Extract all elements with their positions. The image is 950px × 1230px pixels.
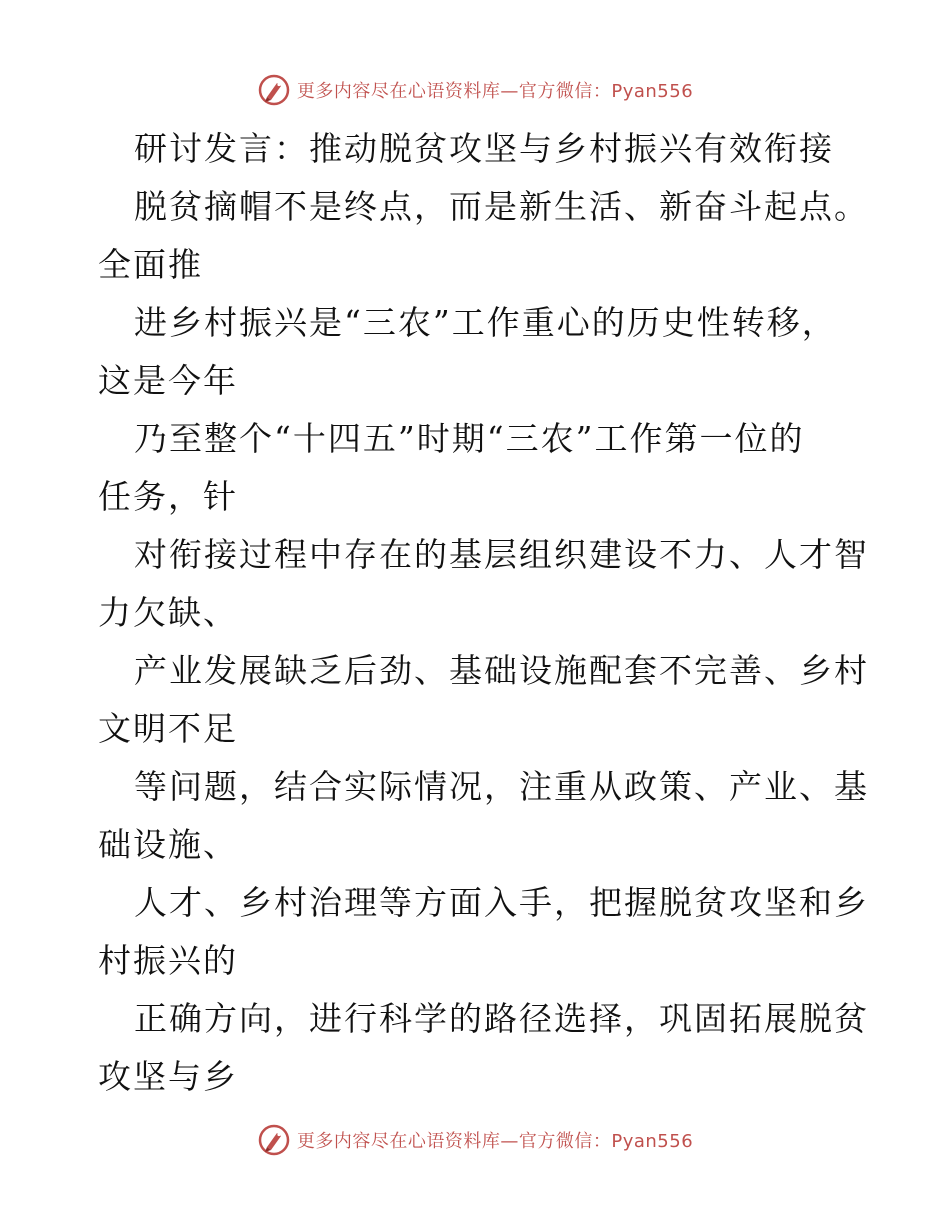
text-line: 进乡村振兴是“三农”工作重心的历史性转移， — [134, 303, 837, 342]
banner-text: 更多内容尽在心语资料库—官方微信：Pyan556 — [296, 81, 694, 102]
text-line: 等问题，结合实际情况，注重从政策、产业、基 — [134, 767, 869, 806]
text-line: 力欠缺、 — [98, 593, 238, 632]
text-line: 村振兴的 — [98, 941, 238, 980]
text-line: 研讨发言：推动脱贫攻坚与乡村振兴有效衔接 — [134, 129, 834, 168]
text-line: 文明不足 — [98, 709, 238, 748]
pen-logo-icon — [257, 73, 291, 107]
header-banner — [0, 70, 950, 110]
text-line: 正确方向，进行科学的路径选择，巩固拓展脱贫 — [134, 999, 869, 1038]
footer-banner — [0, 1120, 950, 1160]
text-line: 任务，针 — [98, 477, 238, 516]
text-line: 对衔接过程中存在的基层组织建设不力、人才智 — [134, 535, 869, 574]
text-line: 人才、乡村治理等方面入手，把握脱贫攻坚和乡 — [134, 883, 869, 922]
pen-logo-icon — [257, 1123, 291, 1157]
text-line: 攻坚与乡 — [98, 1057, 238, 1096]
text-line: 产业发展缺乏后劲、基础设施配套不完善、乡村 — [134, 651, 869, 690]
document-body — [98, 120, 869, 1106]
text-line: 乃至整个“十四五”时期“三农”工作第一位的 — [134, 419, 805, 458]
text-line: 脱贫摘帽不是终点，而是新生活、新奋斗起点。 — [134, 187, 869, 226]
text-line: 全面推 — [98, 245, 203, 284]
text-line: 础设施、 — [98, 825, 238, 864]
banner-text: 更多内容尽在心语资料库—官方微信：Pyan556 — [296, 1131, 694, 1152]
text-line: 这是今年 — [98, 361, 238, 400]
